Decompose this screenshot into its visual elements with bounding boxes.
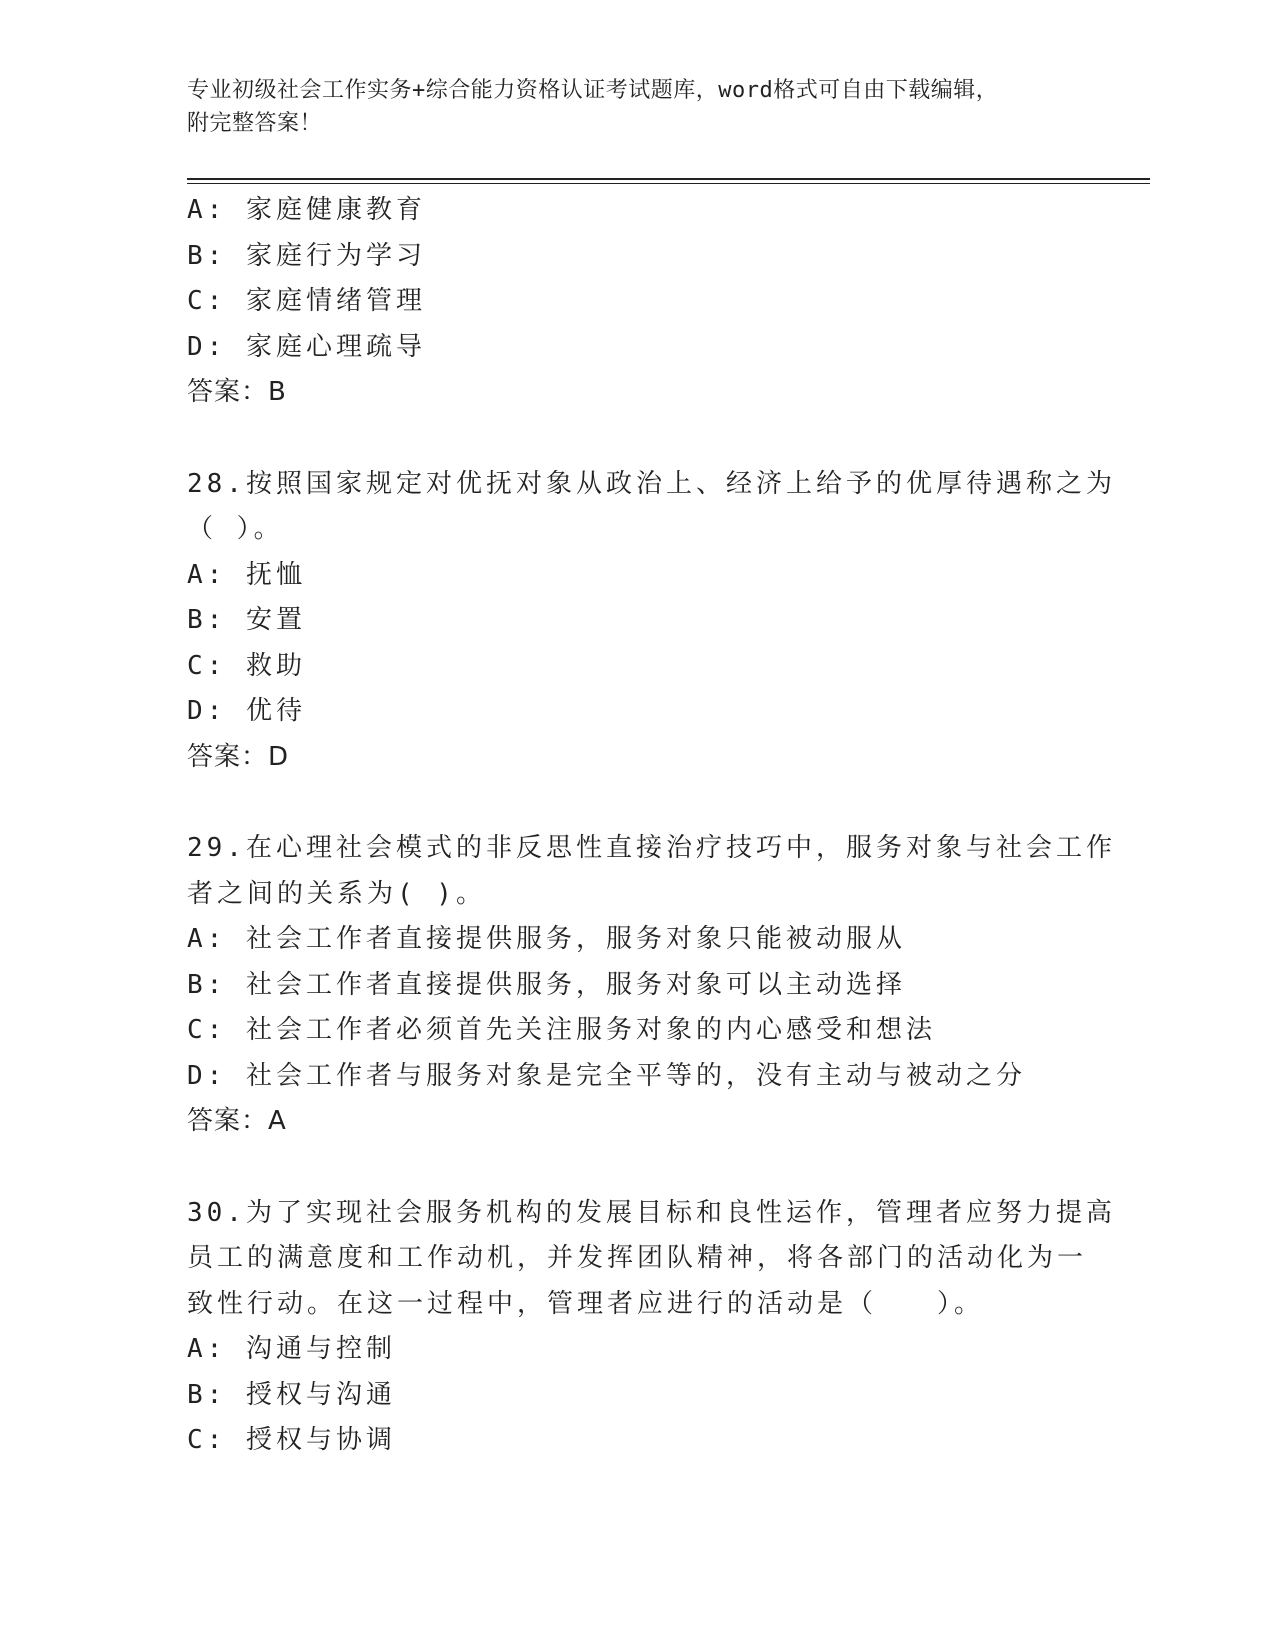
- option-b: B: 家庭行为学习: [187, 240, 426, 271]
- question-29: [187, 826, 1116, 1145]
- spacer: [187, 1145, 1087, 1191]
- header-divider-thick: [187, 178, 1150, 180]
- option-d: D: 社会工作者与服务对象是完全平等的，没有主动与被动之分: [187, 1060, 1026, 1091]
- spacer: [187, 780, 1087, 826]
- question-28: [187, 462, 1116, 781]
- question-stem: 致性行动。在这一过程中，管理者应进行的活动是（ ）。: [187, 1288, 985, 1319]
- question-stem: （ ）。: [187, 514, 284, 544]
- option-d: D: 家庭心理疏导: [187, 331, 426, 362]
- question-stem: 30.为了实现社会服务机构的发展目标和良性运作，管理者应努力提高: [187, 1197, 1116, 1228]
- option-c: C: 社会工作者必须首先关注服务对象的内心感受和想法: [187, 1015, 936, 1045]
- option-b: B: 社会工作者直接提供服务，服务对象可以主动选择: [187, 969, 906, 1000]
- question-content: [187, 188, 1116, 1464]
- option-a: A: 社会工作者直接提供服务，服务对象只能被动服从: [187, 924, 906, 954]
- option-c: C: 家庭情绪管理: [187, 286, 426, 316]
- option-d: D: 优待: [187, 696, 306, 726]
- question-30: [187, 1191, 1116, 1464]
- option-c: C: 授权与协调: [187, 1425, 396, 1455]
- spacer: [187, 416, 1087, 462]
- header-line-1: 专业初级社会工作实务+综合能力资格认证考试题库，word格式可自由下载编辑，: [187, 78, 999, 103]
- option-b: B: 安置: [187, 605, 306, 635]
- question-27-options: [187, 188, 1087, 416]
- question-stem: 员工的满意度和工作动机，并发挥团队精神，将各部门的活动化为一: [187, 1243, 1088, 1273]
- option-b: B: 授权与沟通: [187, 1379, 396, 1410]
- answer-line: 答案：A: [187, 1106, 287, 1136]
- answer-line: 答案：B: [187, 377, 287, 407]
- option-c: C: 救助: [187, 650, 306, 681]
- answer-line: 答案：D: [187, 741, 290, 772]
- header-line-2: 附完整答案！: [187, 111, 323, 136]
- option-a: A: 抚恤: [187, 559, 306, 590]
- option-a: A: 家庭健康教育: [187, 195, 426, 225]
- question-stem: 28.按照国家规定对优抚对象从政治上、经济上给予的优厚待遇称之为: [187, 468, 1116, 499]
- question-stem: 者之间的关系为( )。: [187, 878, 486, 909]
- question-stem: 29.在心理社会模式的非反思性直接治疗技巧中，服务对象与社会工作: [187, 833, 1116, 863]
- header-divider-thin: [187, 183, 1150, 184]
- document-header: [187, 74, 1067, 140]
- option-a: A: 沟通与控制: [187, 1334, 396, 1364]
